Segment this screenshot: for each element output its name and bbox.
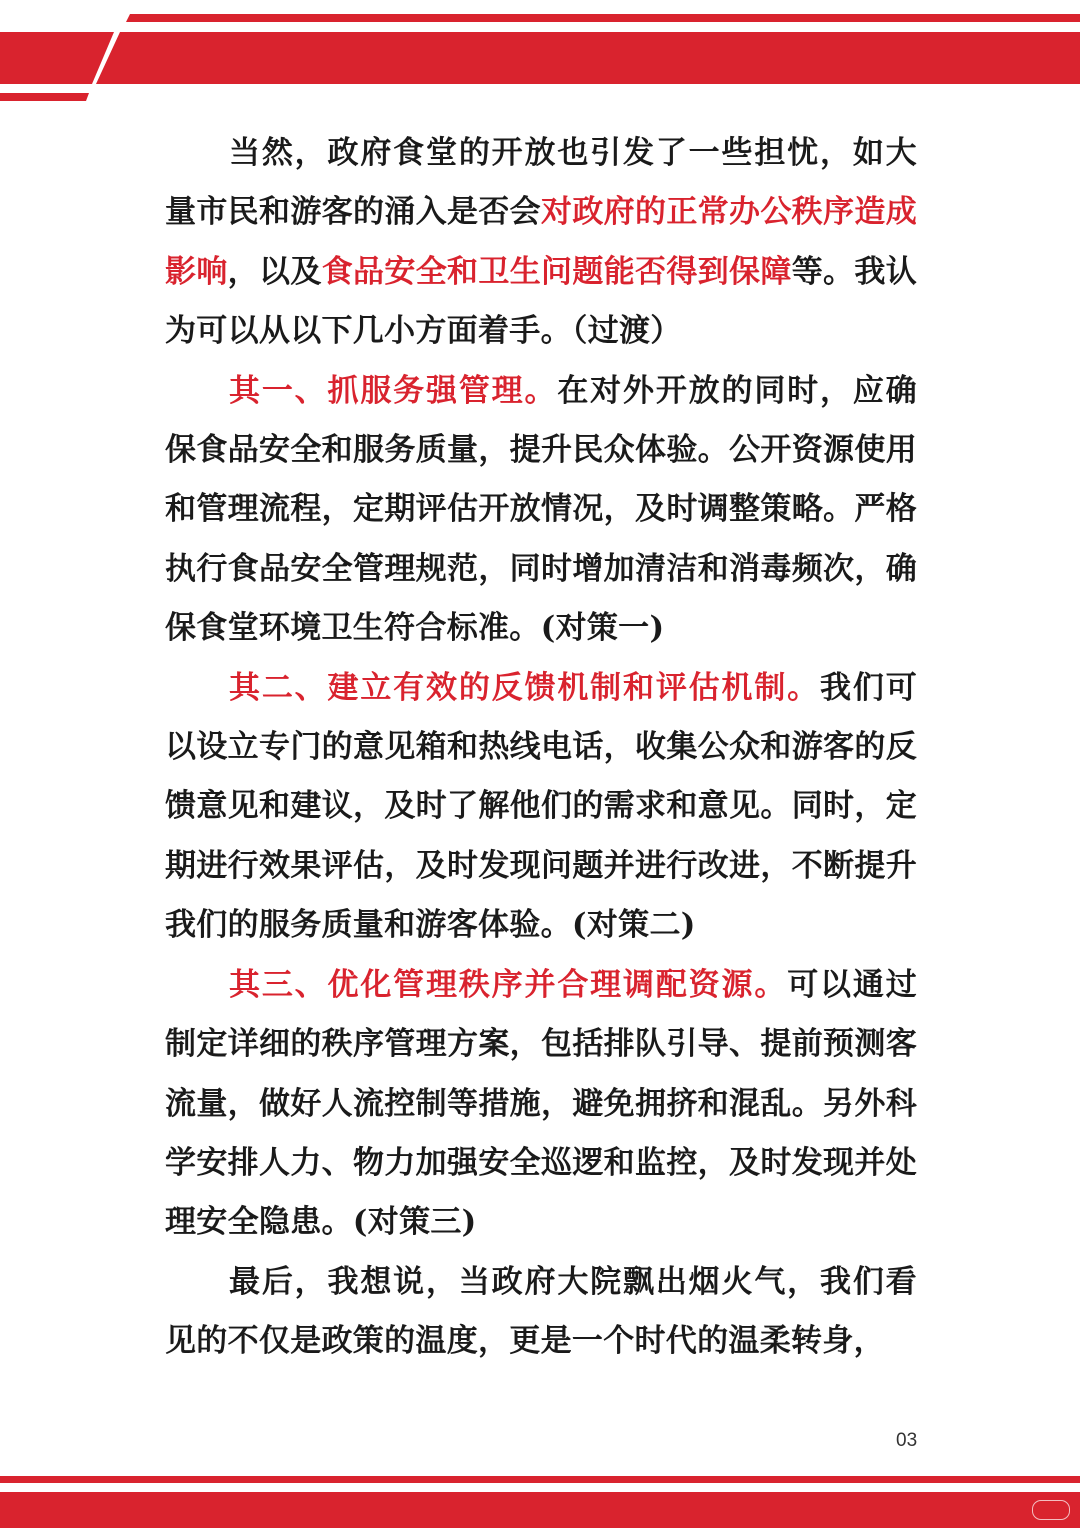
paragraph-conclusion: 最后，我想说，当政府大院飘出烟火气，我们看见的不仅是政策的温度，更是一个时代的温柔转身， bbox=[165, 1263, 917, 1360]
page-number: 03 bbox=[896, 1430, 918, 1451]
document-body bbox=[165, 124, 917, 1372]
paragraph-measure-one: 其一、抓服务强管理。在对外开放的同时，应确保食品安全和服务质量，提升民众体验。公开资源使用和管理流程，定期评估开放情况，及时调整策略。严格执行食品安全管理规范，同时增加清洁和消毒频次，确保食堂环境卫生符合标准。(对策一) bbox=[165, 372, 917, 647]
paragraph-measure-three: 其三、优化管理秩序并合理调配资源。可以通过制定详细的秩序管理方案，包括排队引导、提前预测客流量，做好人流控制等措施，避免拥挤和混乱。另外科学安排人力、物力加强安全巡逻和监控，及时发现并处理安全隐患。(对策三) bbox=[165, 966, 917, 1241]
footer-decoration bbox=[0, 1470, 1080, 1528]
watermark-badge bbox=[1032, 1500, 1070, 1520]
paragraph-measure-two: 其二、建立有效的反馈机制和评估机制。我们可以设立专门的意见箱和热线电话，收集公众和游客的反馈意见和建议，及时了解他们的需求和意见。同时，定期进行效果评估，及时发现问题并进行改进，不断提升我们的服务质量和游客体验。(对策二) bbox=[165, 669, 917, 944]
header-decoration bbox=[0, 0, 1080, 110]
paragraph-concerns: 当然，政府食堂的开放也引发了一些担忧，如大量市民和游客的涌入是否会对政府的正常办公秩序造成影响，以及食品安全和卫生问题能否得到保障等。我认为可以从以下几小方面着手。（过渡） bbox=[165, 135, 918, 350]
